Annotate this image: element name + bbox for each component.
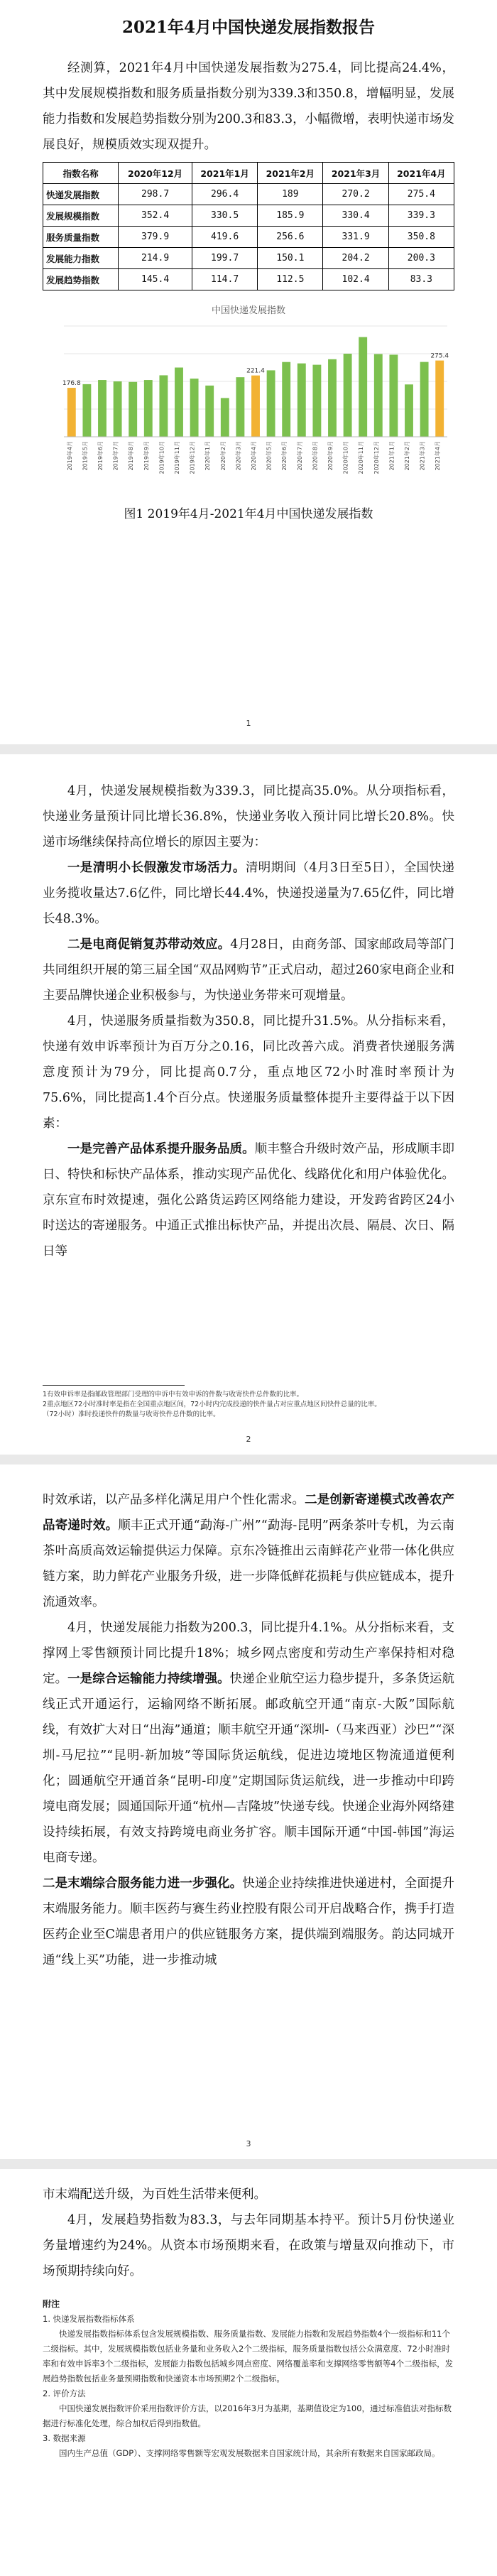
chart-bar <box>114 381 122 437</box>
chart-bar <box>267 370 275 437</box>
chart-bar <box>82 384 91 437</box>
paragraph <box>43 2207 454 2284</box>
table-row <box>43 184 454 205</box>
paragraph-lead: 一是清明小长假激发市场活力。 <box>67 861 246 875</box>
table-header-cell: 2021年4月 <box>388 163 454 184</box>
paragraph-text: 4月，发展趋势指数为83.3，与去年同期基本持平。预计5月份快递业务量增速约为24%。从资本市场预期来看，在政策与增量双向推动下，市场预期持续向好。 <box>43 2213 454 2278</box>
chart-bar <box>190 379 199 437</box>
express-index-chart <box>43 302 454 494</box>
table-cell: 419.6 <box>192 227 257 248</box>
chart-bar <box>221 398 229 437</box>
chart-bar <box>282 362 290 437</box>
paragraph <box>43 1487 454 1615</box>
paragraph-text: 快递企业航空运力稳步提升，多条货运航线正式开通运行，运输网络不断拓展。邮政航空开通“南京-大阪”国际航线，有效扩大对日“出海”通道；顺丰航空开通“深圳-（马来西亚）沙巴”“深圳-马尼拉”“昆明-新加坡”等国际货运航线，促进边境地区物流通道便利化；圆通航空开通首条“昆明-印度”定期国际货运航线，进一步推动中印跨境电商发展；圆通国际开通“杭州—吉隆坡”快递专线。快递企业海外网络建设持续拓展，有效支持跨境电商业务扩容。顺丰国际开通“中国-韩国”海运电商专递。 <box>43 1672 454 1865</box>
table-header-cell: 2020年12月 <box>119 163 192 184</box>
tick-label: 2021年4月 <box>435 441 442 471</box>
appendix-title: 附注 <box>43 2299 60 2309</box>
chart-bar <box>328 359 337 437</box>
chart-bar <box>374 354 383 437</box>
paragraph <box>43 1871 454 1973</box>
chart-bar <box>420 362 429 437</box>
appendix-text: 国内生产总值（GDP）、支撑网络零售额等宏观发展数据来自国家统计局，其余所有数据来自国家邮政局。 <box>59 2448 440 2458</box>
chart-bar <box>98 380 106 437</box>
table-row-label: 发展趋势指数 <box>43 269 119 290</box>
tick-label: 2021年2月 <box>404 441 410 471</box>
table-cell: 150.1 <box>258 248 323 269</box>
footnote: 1有效申诉率是指邮政管理部门受理的申诉中有效申诉的件数与收寄快件总件数的比率。 <box>43 1391 304 1398</box>
page-separator <box>0 1455 497 1464</box>
tick-label: 2020年8月 <box>312 441 319 471</box>
index-table <box>43 162 454 290</box>
table-cell: 112.5 <box>258 269 323 290</box>
tick-label: 2021年1月 <box>388 441 395 471</box>
appendix-heading: 1. 快递发展指数指标体系 <box>43 2314 135 2324</box>
table-cell: 199.7 <box>192 248 257 269</box>
table-header-cell: 指数名称 <box>43 163 119 184</box>
table-row-label: 发展能力指数 <box>43 248 119 269</box>
table-cell: 350.8 <box>388 227 454 248</box>
table-cell: 339.3 <box>388 205 454 227</box>
page-separator <box>0 2159 497 2169</box>
table-cell: 145.4 <box>119 269 192 290</box>
page-separator <box>0 744 497 754</box>
chart-bar <box>67 388 76 437</box>
chart-title: 中国快递发展指数 <box>211 305 286 316</box>
tick-label: 2019年8月 <box>128 441 135 471</box>
tick-label: 2020年12月 <box>373 441 380 474</box>
page-number: 3 <box>246 2139 251 2148</box>
table-header-cell: 2021年2月 <box>258 163 323 184</box>
paragraph <box>43 778 454 855</box>
table-cell: 298.7 <box>119 184 192 205</box>
table-cell: 83.3 <box>388 269 454 290</box>
tick-label: 2019年6月 <box>97 441 104 471</box>
intro-paragraph: 经测算，2021年4月中国快递发展指数为275.4，同比提高24.4%，其中发展规模指数和服务质量指数分别为339.3和350.8，增幅明显，发展能力指数和发展趋势指数分别为200.3和83.3，小幅微增，表明快递市场发展良好，规模质效实现双提升。 <box>43 61 454 152</box>
page-4 <box>0 2176 497 2461</box>
paragraph <box>43 2182 454 2207</box>
chart-bar <box>144 380 153 437</box>
report-title: 2021年4月中国快递发展指数报告 <box>121 18 376 37</box>
tick-label: 2020年4月 <box>251 441 257 471</box>
table-cell: 352.4 <box>119 205 192 227</box>
paragraph <box>43 1136 454 1264</box>
tick-label: 2020年9月 <box>327 441 334 471</box>
tick-label: 2019年12月 <box>189 441 196 474</box>
chart-bar <box>251 376 260 437</box>
tick-label: 2020年1月 <box>204 441 212 471</box>
table-cell: 330.5 <box>192 205 257 227</box>
table-cell: 114.7 <box>192 269 257 290</box>
table-cell: 102.4 <box>323 269 388 290</box>
chart-bar <box>297 364 306 437</box>
table-header-row <box>43 163 454 184</box>
paragraph-text: 快递企业持续推进快递进村，全面提升末端服务能力。顺丰医药与赛生药业控股有限公司开启战略合作，携手打造医药企业至C端患者用户的供应链服务方案，提供端到端服务。韵达同城开通“线上买”功能，进一步推动城 <box>43 1876 454 1967</box>
tick-label: 2020年5月 <box>266 441 273 471</box>
table-header-cell: 2021年1月 <box>192 163 257 184</box>
appendix-text: 快递发展指数指标体系包含发展规模指数、服务质量指数、发展能力指数和发展趋势指数4个一级指标和11个二级指标。其中，发展规模指数包括业务量和业务收入2个二级指标，服务质量指数包括公众满意度、72小时准时率和有效申诉率3个二级指标，发展能力指数包括城乡网点密度、网络覆盖率和支撑网络零售额等4个二级指标，发展趋势指数包括业务量预期指数和快递资本市场预期2个二级指标。 <box>43 2329 454 2384</box>
chart-bar <box>389 354 398 437</box>
chart-bar <box>159 375 168 437</box>
paragraph <box>43 1009 454 1136</box>
paragraph-text: 时效承诺，以产品多样化满足用户个性化需求。 <box>43 1493 305 1507</box>
chart-bar <box>405 384 413 437</box>
tick-label: 2020年2月 <box>219 441 226 471</box>
tick-label: 2019年4月 <box>66 441 73 471</box>
tick-label: 2020年10月 <box>342 441 349 474</box>
table-row-label: 发展规模指数 <box>43 205 119 227</box>
chart-bar <box>129 382 137 437</box>
tick-label: 2019年5月 <box>82 441 89 471</box>
table-cell: 296.4 <box>192 184 257 205</box>
table-row-label: 快递发展指数 <box>43 184 119 205</box>
footnote: （72小时）准时投递快件的数量与收寄快件总件数的比率。 <box>43 1411 220 1418</box>
appendix <box>43 2297 454 2461</box>
paragraph-text: 市末端配送升级，为百姓生活带来便利。 <box>43 2188 266 2202</box>
tick-label: 2020年6月 <box>281 441 288 471</box>
table-row <box>43 269 454 290</box>
paragraph-lead: 一是完善产品体系提升服务品质。 <box>67 1142 255 1156</box>
table-cell: 214.9 <box>119 248 192 269</box>
table-cell: 200.3 <box>388 248 454 269</box>
paragraph-lead: 二是电商促销复苏带动效应。 <box>67 938 231 952</box>
table-row-label: 服务质量指数 <box>43 227 119 248</box>
tick-label: 2020年3月 <box>235 441 242 471</box>
tick-label: 2020年7月 <box>296 441 303 471</box>
paragraph-text: 顺丰整合升级时效产品，形成顺丰即日、特快和标快产品体系，推动实现产品优化、线路优化和用户体验优化。京东宣布时效提速，强化公路货运跨区网络能力建设，开发跨省跨区24小时送达的寄递服务。中通正式推出标快产品，并提出次晨、隔晨、次日、隔日等 <box>43 1142 454 1259</box>
table-row <box>43 227 454 248</box>
chart-bar <box>236 377 244 437</box>
table-cell: 275.4 <box>388 184 454 205</box>
paragraph-lead: 二是末端综合服务能力进一步强化。 <box>43 1876 243 1891</box>
paragraph-text: 4月，快递发展能力指数为200.3，同比提升4.1%。从分指标来看，支撑网上零售额预计同比提升18%；城乡网点密度和劳动生产率保持相对稳定。 <box>43 1621 454 1686</box>
appendix-text: 中国快递发展指数评价采用指数评价方法，以2016年3月为基期，基期值设定为100，通过标准值法对指标数据进行标准化处理，综合加权后得到指数值。 <box>43 2403 452 2428</box>
chart-bar <box>312 365 321 437</box>
page-number: 1 <box>246 719 251 728</box>
table-cell: 189 <box>258 184 323 205</box>
appendix-heading: 3. 数据来源 <box>43 2433 86 2443</box>
chart-bar <box>435 361 444 437</box>
tick-label: 2021年3月 <box>419 441 426 471</box>
paragraph-text: 4月28日，由商务部、国家邮政局等部门共同组织开展的第三届全国“双品网购节”正式启动，超过260家电商企业和主要品牌快递企业积极参与，为快递业务带来可观增量。 <box>43 938 455 1003</box>
footnotes <box>43 1385 454 1420</box>
paragraph <box>43 932 454 1009</box>
paragraph <box>43 855 454 932</box>
tick-label: 2019年10月 <box>158 441 165 474</box>
table-cell: 256.6 <box>258 227 323 248</box>
table-cell: 270.2 <box>323 184 388 205</box>
page-number: 2 <box>246 1435 251 1444</box>
page-1 <box>0 0 497 728</box>
table-cell: 331.9 <box>323 227 388 248</box>
figure-caption: 图1 2019年4月-2021年4月中国快递发展指数 <box>124 507 373 521</box>
data-label: 221.4 <box>246 367 265 375</box>
chart-bar <box>344 354 352 437</box>
paragraph-text: 清明期间（4月3日至5日），全国快递业务揽收量达7.6亿件，同比增长44.4%，快递投递量为7.65亿件，同比增长48.3%。 <box>43 861 455 926</box>
table-cell: 379.9 <box>119 227 192 248</box>
footnote: 2重点地区72小时准时率是指在全国重点地区间，72小时内完成投递的快件量占对应重点地区间快件总量的比率。 <box>43 1401 381 1408</box>
table-cell: 185.9 <box>258 205 323 227</box>
footnote-divider <box>43 1385 185 1386</box>
paragraph <box>43 1615 454 1871</box>
page-2 <box>0 761 497 1444</box>
paragraph-text: 4月，快递发展规模指数为339.3，同比提高35.0%。从分项指标看，快递业务量预计同比增长36.8%，快递业务收入预计同比增长20.8%。快递市场继续保持高位增长的原因主要为： <box>43 784 454 849</box>
table-header-cell: 2021年3月 <box>323 163 388 184</box>
page-3 <box>0 1472 497 2148</box>
table-cell: 330.4 <box>323 205 388 227</box>
chart-container <box>43 302 454 496</box>
tick-label: 2019年11月 <box>174 441 180 474</box>
paragraph-bold: 一是综合运输能力持续增强。 <box>67 1672 230 1686</box>
table-cell: 204.2 <box>323 248 388 269</box>
data-label: 176.8 <box>62 380 81 388</box>
data-label: 275.4 <box>430 352 449 360</box>
tick-label: 2020年11月 <box>358 441 365 474</box>
chart-bar <box>359 337 367 437</box>
tick-label: 2019年7月 <box>112 441 119 471</box>
chart-bar <box>205 386 214 437</box>
appendix-heading: 2. 评价方法 <box>43 2388 86 2398</box>
table-row <box>43 248 454 269</box>
chart-bar <box>175 368 183 438</box>
paragraph-bold: 二是创新寄递模式改善农产品寄递时效。 <box>43 1493 454 1533</box>
tick-label: 2019年9月 <box>143 441 150 471</box>
paragraph-text: 顺丰正式开通“勐海-广州”“勐海-昆明”两条茶叶专机，为云南茶叶高质高效运输提供运力保障。京东冷链推出云南鲜花产业带一体化供应链方案，助力鲜花产业服务升级，进一步降低鲜花损耗与供应链成本，提升流通效率。 <box>43 1518 454 1609</box>
table-row <box>43 205 454 227</box>
paragraph-text: 4月，快递服务质量指数为350.8，同比提升31.5%。从分指标来看，快递有效申诉率预计为百万分之0.16，同比改善六成。消费者快递服务满意度预计为79分，同比提高0.7分，重点地区72小时准时率预计为75.6%，同比提高1.4个百分点。快递服务质量整体提升主要得益于以下因素： <box>43 1014 454 1131</box>
